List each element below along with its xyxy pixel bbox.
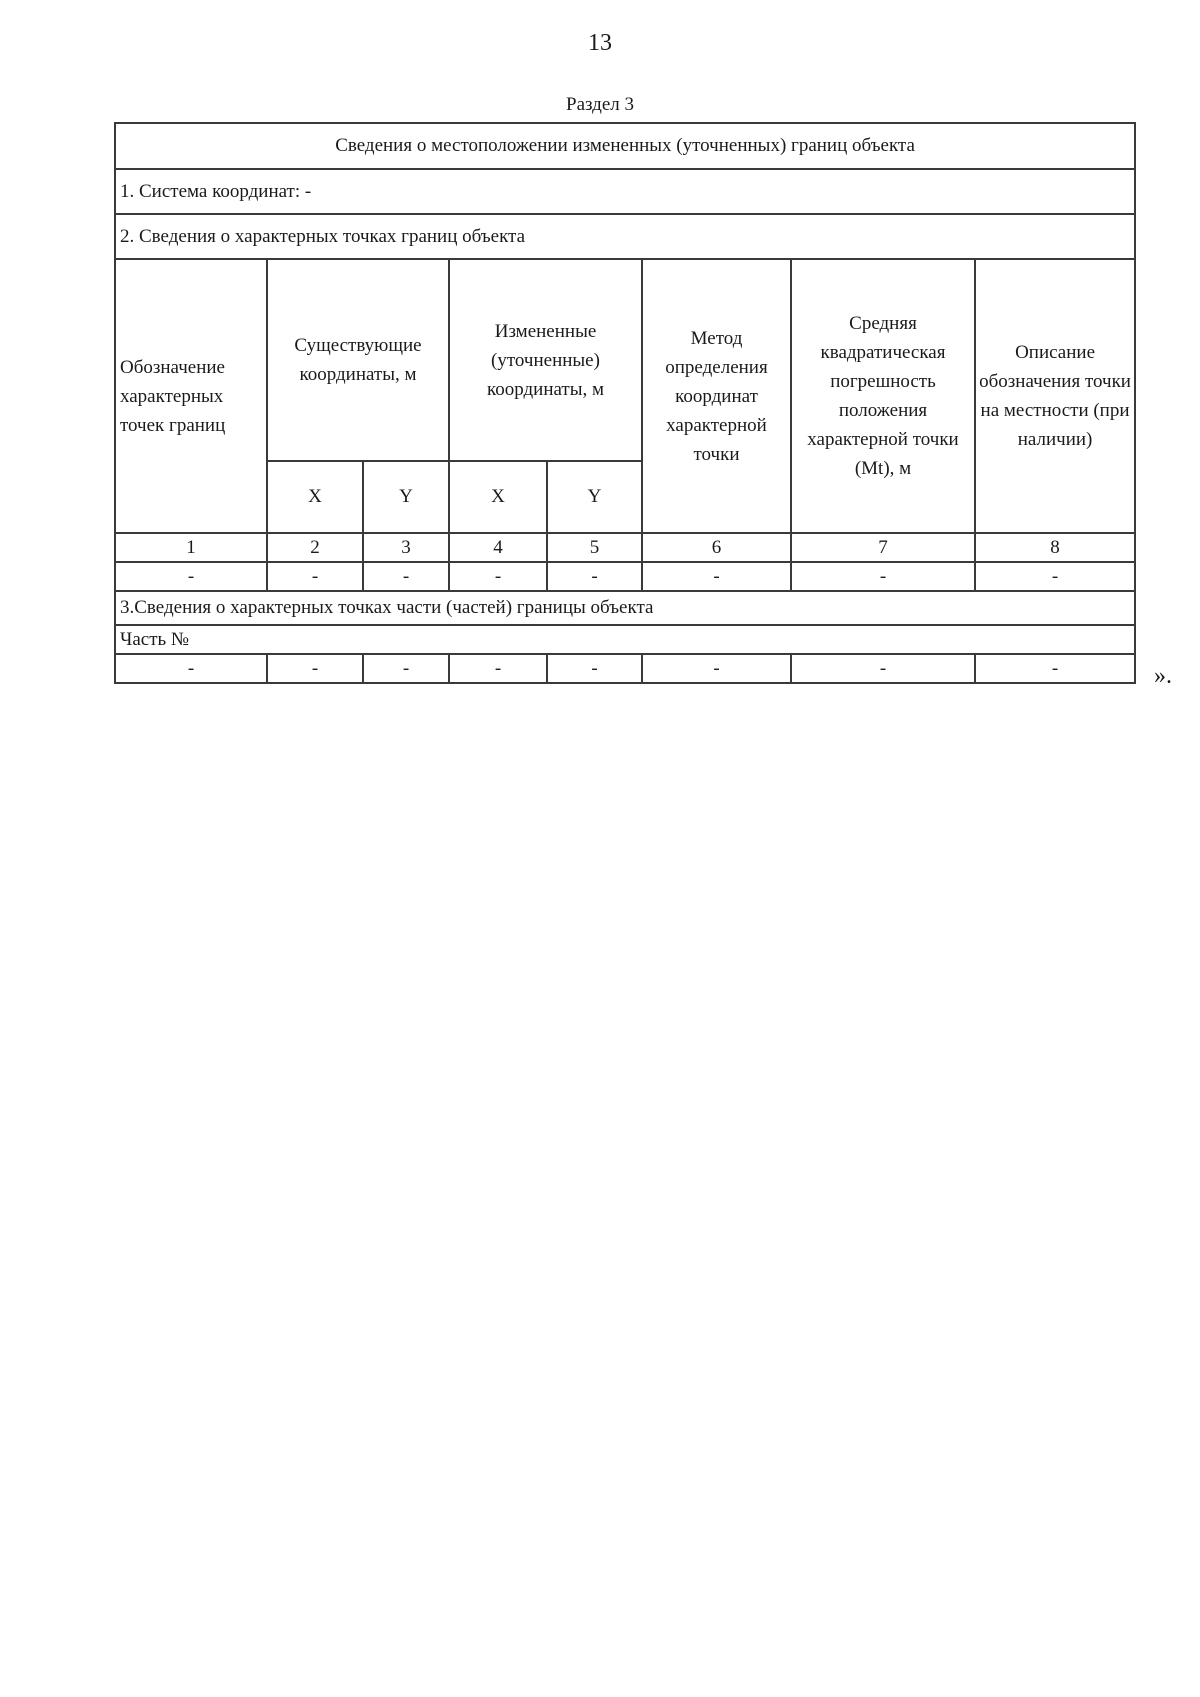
table-cell: - <box>975 654 1135 683</box>
table-cell: - <box>547 654 642 683</box>
table-cell: - <box>449 654 547 683</box>
table-cell: - <box>975 562 1135 591</box>
column-number: 3 <box>363 533 449 562</box>
table-cell: - <box>115 654 267 683</box>
table-cell: - <box>449 562 547 591</box>
subheader-changed-x: X <box>449 461 547 533</box>
header-changed-coords: Измененные (уточненные) координаты, м <box>449 259 642 461</box>
closing-quote-mark: ». <box>1154 663 1172 689</box>
table-cell: - <box>115 562 267 591</box>
column-numbers-row <box>115 533 1135 562</box>
column-number: 6 <box>642 533 791 562</box>
column-number: 8 <box>975 533 1135 562</box>
table-cell: - <box>791 562 975 591</box>
table-cell: - <box>791 654 975 683</box>
section-label: Раздел 3 <box>566 94 634 115</box>
table-cell: - <box>642 654 791 683</box>
subheader-existing-y: Y <box>363 461 449 533</box>
table-row <box>115 654 1135 683</box>
subheader-existing-x: X <box>267 461 363 533</box>
table-cell: - <box>267 562 363 591</box>
header-designation: Обозначение характерных точек границ <box>115 259 267 533</box>
column-number: 7 <box>791 533 975 562</box>
header-description: Описание обозначения точки на местности (при наличии) <box>975 259 1135 533</box>
points-heading-row: 2. Сведения о характерных точках границ объекта <box>115 214 1135 259</box>
column-number: 4 <box>449 533 547 562</box>
coord-system-row: 1. Система координат: - <box>115 169 1135 214</box>
table-cell: - <box>363 562 449 591</box>
table-title: Сведения о местоположении измененных (уточненных) границ объекта <box>115 123 1135 169</box>
page-number: 13 <box>588 30 612 56</box>
header-existing-coords: Существующие координаты, м <box>267 259 449 461</box>
table-row <box>115 562 1135 591</box>
subheader-changed-y: Y <box>547 461 642 533</box>
column-number: 5 <box>547 533 642 562</box>
table-cell: - <box>267 654 363 683</box>
table-cell: - <box>363 654 449 683</box>
boundary-points-table <box>114 122 1136 684</box>
column-number: 1 <box>115 533 267 562</box>
column-number: 2 <box>267 533 363 562</box>
table-cell: - <box>642 562 791 591</box>
parts-heading-row: 3.Сведения о характерных точках части (частей) границы объекта <box>115 591 1135 625</box>
header-method: Метод определения координат характерной точки <box>642 259 791 533</box>
table-cell: - <box>547 562 642 591</box>
header-error: Средняя квадратическая погрешность положения характерной точки (Mt), м <box>791 259 975 533</box>
part-number-row: Часть № <box>115 625 1135 654</box>
